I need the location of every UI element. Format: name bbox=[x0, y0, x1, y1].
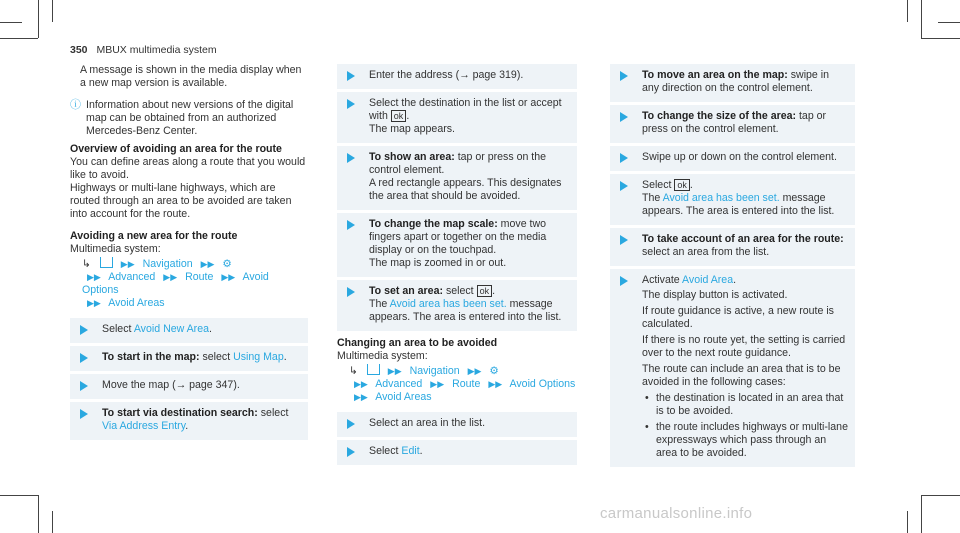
menu-path bbox=[70, 256, 308, 310]
triangle-step-icon bbox=[620, 235, 628, 245]
step-text: tap or press on the control element. bbox=[642, 110, 827, 135]
triangle-step-icon bbox=[80, 325, 88, 335]
step bbox=[337, 440, 577, 465]
triangle-step-icon bbox=[80, 353, 88, 363]
info-text: Information about new versions of the digital map can be obtained from an authorized Mercedes-Benz Center. bbox=[86, 99, 294, 137]
step-text: move two fingers apart or together on the media display or on the touchpad. bbox=[369, 218, 547, 256]
link-avoid-area[interactable]: Avoid Area bbox=[682, 274, 734, 286]
crop-mark bbox=[921, 495, 960, 496]
path-navigation[interactable]: Navigation bbox=[409, 365, 460, 377]
step-result: If route guidance is active, a new route is calculated. bbox=[642, 305, 834, 330]
crop-mark bbox=[38, 0, 39, 38]
info-icon: ⓘ bbox=[70, 99, 81, 111]
overview-text: You can define areas along a route that you would like to avoid. bbox=[70, 156, 306, 181]
link-edit[interactable]: Edit bbox=[401, 445, 420, 457]
step bbox=[337, 213, 577, 277]
step-result: The route can include an area that is to be avoided in the following cases: bbox=[642, 363, 841, 388]
triangle-step-icon bbox=[347, 99, 355, 109]
ok-key: ok bbox=[391, 110, 407, 122]
gear-icon: ⚙ bbox=[222, 258, 232, 270]
step bbox=[337, 92, 577, 143]
step-result: A red rectangle appears. This designates the area that should be avoided. bbox=[369, 177, 562, 202]
step-text: . bbox=[185, 420, 189, 432]
step-text: select an area from the list. bbox=[642, 246, 770, 258]
step-text: swipe in any direction on the control element. bbox=[642, 69, 830, 94]
double-chevron-icon: ▶▶ bbox=[354, 392, 368, 402]
step bbox=[70, 374, 308, 399]
triangle-step-icon bbox=[80, 381, 88, 391]
step-text: Select bbox=[102, 323, 134, 335]
gear-icon: ⚙ bbox=[489, 365, 499, 377]
triangle-step-icon bbox=[347, 220, 355, 230]
double-chevron-icon: ▶▶ bbox=[87, 272, 101, 282]
crop-mark bbox=[0, 38, 38, 39]
triangle-step-icon bbox=[347, 419, 355, 429]
step-result: The bbox=[642, 192, 663, 204]
path-avoid-areas[interactable]: Avoid Areas bbox=[375, 391, 432, 403]
step-bold: To show an area: bbox=[369, 151, 455, 163]
double-chevron-icon: ▶▶ bbox=[120, 259, 135, 269]
triangle-step-icon bbox=[620, 112, 628, 122]
triangle-step-icon bbox=[620, 181, 628, 191]
path-route[interactable]: Route bbox=[185, 271, 214, 283]
crop-mark bbox=[52, 0, 53, 22]
step-bold: To start via destination search: bbox=[102, 407, 258, 419]
step-result: If there is no route yet, the setting is carried over to the next route guidance. bbox=[642, 334, 846, 359]
step-text: . bbox=[419, 445, 423, 457]
home-icon bbox=[100, 257, 113, 268]
step-bold: To change the map scale: bbox=[369, 218, 498, 230]
step-text: select bbox=[443, 285, 477, 297]
section-heading-avoid: Avoiding a new area for the route bbox=[70, 230, 238, 242]
step-text: Select the destination in the list or accept with bbox=[369, 97, 562, 122]
double-chevron-icon: ▶▶ bbox=[200, 259, 215, 269]
step-text: Activate bbox=[642, 274, 683, 286]
intro-text: A message is shown in the media display when a new map version is available. bbox=[80, 64, 302, 89]
link-using-map[interactable]: Using Map bbox=[233, 351, 284, 363]
double-chevron-icon: ▶▶ bbox=[354, 379, 368, 389]
path-avoid-areas[interactable]: Avoid Areas bbox=[108, 297, 165, 309]
step-text: Select bbox=[642, 179, 675, 191]
step-result: The map appears. bbox=[369, 123, 455, 135]
crop-mark bbox=[921, 0, 922, 38]
column-3 bbox=[610, 64, 855, 470]
triangle-step-icon bbox=[347, 287, 355, 297]
step bbox=[70, 402, 308, 440]
step-text: Swipe up or down on the control element. bbox=[642, 151, 837, 163]
message-avoid-area-set: Avoid area has been set. bbox=[662, 192, 780, 204]
home-icon bbox=[367, 364, 380, 375]
menu-path bbox=[337, 363, 577, 404]
triangle-step-icon bbox=[620, 153, 628, 163]
link-via-address-entry[interactable]: Via Address Entry bbox=[102, 420, 186, 432]
step bbox=[70, 346, 308, 371]
step bbox=[610, 146, 855, 171]
double-chevron-icon: ▶▶ bbox=[387, 366, 402, 376]
step-text: Enter the address (→ page 319). bbox=[369, 69, 524, 81]
page-title: MBUX multimedia system bbox=[96, 44, 217, 56]
crop-mark bbox=[0, 495, 38, 496]
step-text: . bbox=[689, 179, 693, 191]
double-chevron-icon: ▶▶ bbox=[163, 272, 178, 282]
step bbox=[610, 269, 855, 467]
triangle-step-icon bbox=[347, 71, 355, 81]
triangle-step-icon bbox=[347, 447, 355, 457]
step bbox=[610, 228, 855, 266]
crop-mark bbox=[921, 38, 960, 39]
crop-mark bbox=[52, 511, 53, 533]
step bbox=[337, 146, 577, 210]
system-label: Multimedia system: bbox=[70, 243, 161, 255]
step-result: The display button is activated. bbox=[642, 289, 788, 301]
step-text: . bbox=[209, 323, 212, 335]
path-advanced[interactable]: Advanced bbox=[108, 271, 156, 283]
triangle-step-icon bbox=[347, 153, 355, 163]
step-result: The map is zoomed in or out. bbox=[369, 257, 507, 269]
step-bold: To change the size of the area: bbox=[642, 110, 797, 122]
path-arrow-icon: ↳ bbox=[82, 258, 91, 270]
page-header bbox=[70, 44, 217, 56]
path-avoid-options[interactable]: Avoid Options bbox=[82, 271, 269, 296]
watermark: carmanualsonline.info bbox=[600, 505, 753, 522]
ok-key: ok bbox=[477, 285, 493, 297]
link-avoid-new-area[interactable]: Avoid New Area bbox=[133, 323, 209, 335]
step-text: . bbox=[733, 274, 737, 286]
path-avoid-options[interactable]: Avoid Options bbox=[509, 378, 576, 390]
system-label: Multimedia system: bbox=[337, 350, 428, 362]
double-chevron-icon: ▶▶ bbox=[430, 379, 445, 389]
step-text: . bbox=[406, 110, 410, 122]
highways-text: Highways or multi-lane highways, which are routed through an area to be avoided are taken into account for the route. bbox=[70, 182, 292, 220]
path-arrow-icon: ↳ bbox=[349, 365, 358, 377]
triangle-step-icon bbox=[620, 71, 628, 81]
step-bold: To move an area on the map: bbox=[642, 69, 788, 81]
crop-mark bbox=[0, 22, 22, 23]
path-navigation[interactable]: Navigation bbox=[142, 258, 193, 270]
crop-mark bbox=[907, 0, 908, 22]
crop-mark bbox=[907, 511, 908, 533]
column-1 bbox=[70, 64, 308, 443]
step-text: . bbox=[492, 285, 496, 297]
step-text: select bbox=[199, 351, 234, 363]
crop-mark bbox=[938, 22, 960, 23]
step bbox=[70, 318, 308, 343]
section-heading-overview: Overview of avoiding an area for the route bbox=[70, 143, 282, 155]
message-avoid-area-set: Avoid area has been set. bbox=[389, 298, 507, 310]
crop-mark bbox=[921, 495, 922, 533]
step-text: Move the map (→ page 347). bbox=[102, 379, 240, 391]
path-advanced[interactable]: Advanced bbox=[375, 378, 423, 390]
step-bold: To set an area: bbox=[369, 285, 443, 297]
path-route[interactable]: Route bbox=[452, 378, 481, 390]
step bbox=[610, 174, 855, 225]
column-2 bbox=[337, 64, 577, 468]
bullet-item: • the route includes highways or multi-lane expressways which pass through an area to be avoided. bbox=[642, 421, 849, 460]
step-result: The bbox=[369, 298, 390, 310]
triangle-step-icon bbox=[620, 276, 628, 286]
step-text: select bbox=[257, 407, 289, 419]
step-bold: To start in the map: bbox=[102, 351, 200, 363]
step-text: . bbox=[283, 351, 287, 363]
crop-mark bbox=[38, 495, 39, 533]
double-chevron-icon: ▶▶ bbox=[488, 379, 503, 389]
info-note bbox=[70, 99, 308, 138]
step-text: Select an area in the list. bbox=[369, 417, 486, 429]
section-heading-changing: Changing an area to be avoided bbox=[337, 337, 498, 349]
step-result: message appears. The area is entered into the list. bbox=[369, 298, 562, 323]
page-number: 350 bbox=[70, 44, 88, 56]
step bbox=[337, 64, 577, 89]
ok-key: ok bbox=[674, 179, 690, 191]
double-chevron-icon: ▶▶ bbox=[221, 272, 236, 282]
double-chevron-icon: ▶▶ bbox=[87, 298, 101, 308]
step-text: tap or press on the control element. bbox=[369, 151, 547, 176]
step bbox=[337, 280, 577, 331]
triangle-step-icon bbox=[80, 409, 88, 419]
step-bold: To take account of an area for the route: bbox=[642, 233, 844, 245]
step-result: message appears. The area is entered into the list. bbox=[642, 192, 835, 217]
step bbox=[337, 412, 577, 437]
step bbox=[610, 64, 855, 102]
step bbox=[610, 105, 855, 143]
double-chevron-icon: ▶▶ bbox=[467, 366, 482, 376]
step-text: Select bbox=[369, 445, 402, 457]
bullet-item: • the destination is located in an area that is to be avoided. bbox=[642, 392, 849, 418]
